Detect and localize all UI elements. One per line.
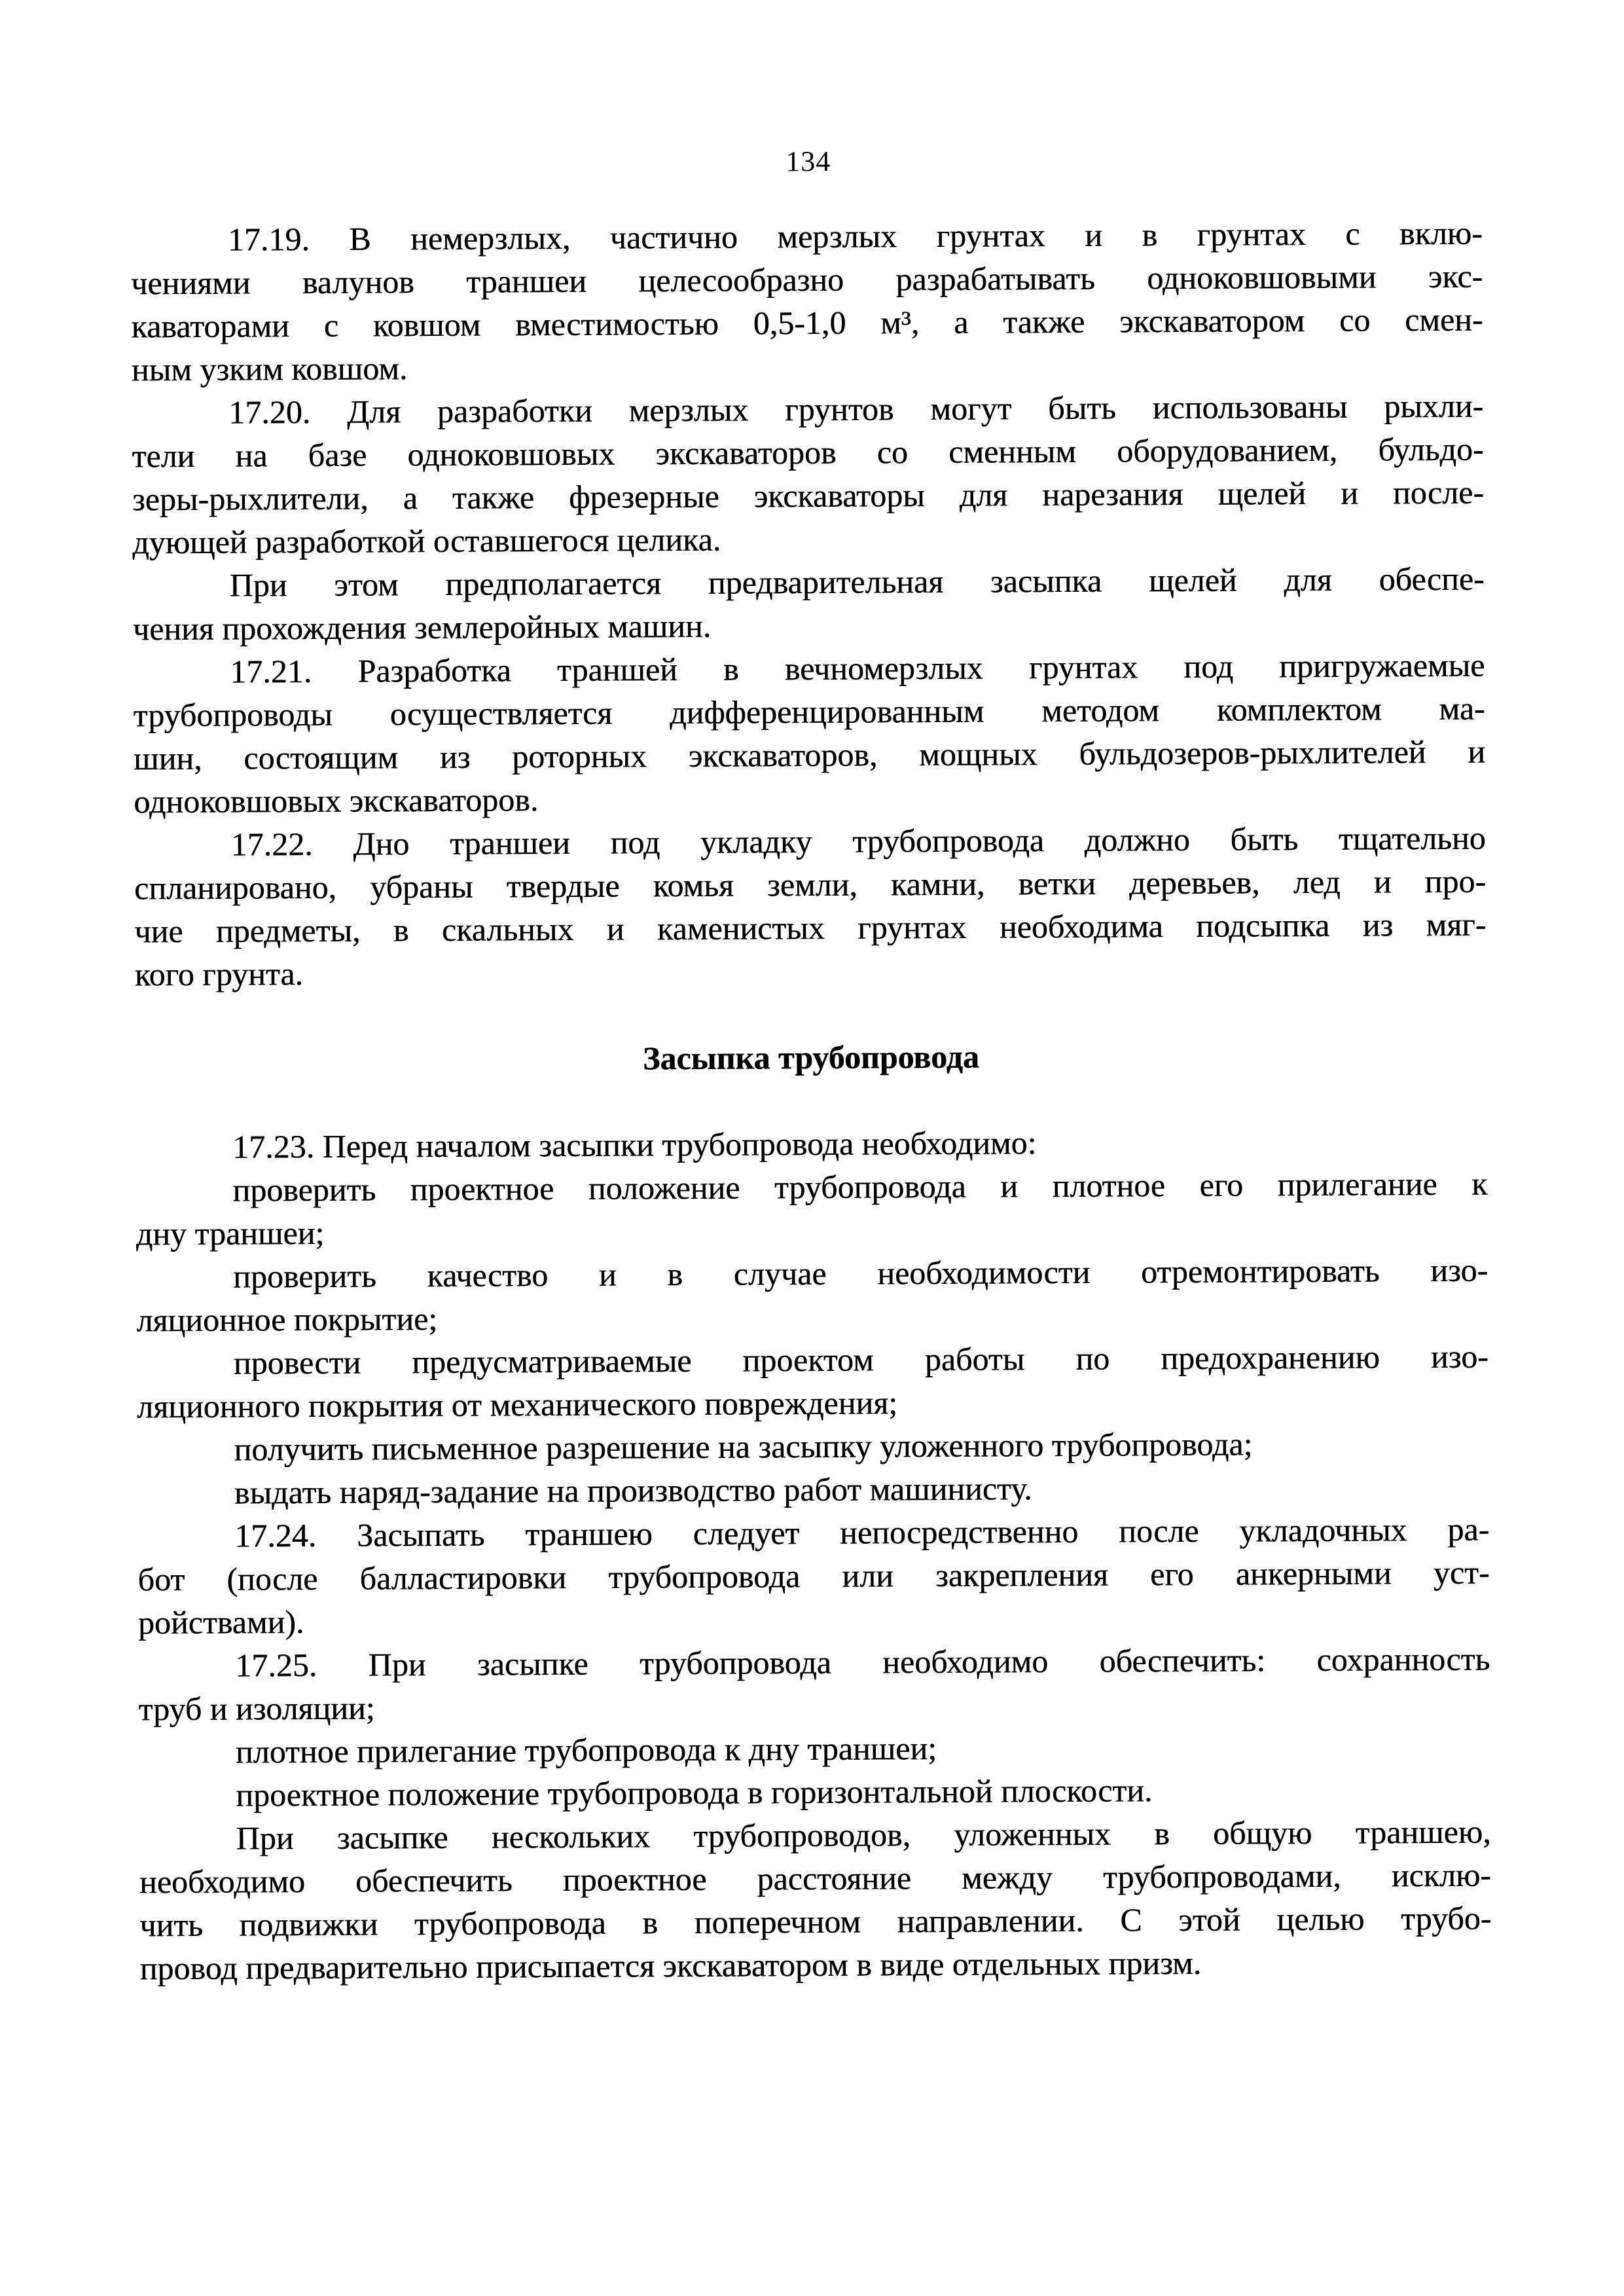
text-line: При этом предполагается предварительная засыпка щелей для обеспе- [229, 560, 1485, 604]
text-line: получить письменное разрешение на засыпку уложенного трубопровода; [234, 1425, 1253, 1468]
text-line: труб и изоляции; [138, 1689, 375, 1728]
page-number: 134 [785, 145, 831, 178]
text-line: выдать наряд-задание на производство работ машинисту. [234, 1470, 1032, 1511]
text-line: провести предусматриваемые проектом работы по предохранению изо- [233, 1338, 1489, 1381]
text-line: проверить качество и в случае необходимости отремонтировать изо- [232, 1251, 1489, 1295]
paragraph-17-22 [134, 816, 1487, 996]
text-line: шин, состоящим из роторных экскаваторов, мощных бульдозеров-рыхлителей и [133, 733, 1486, 777]
scanned-text-area [0, 141, 1624, 1991]
text-line: тели на базе одноковшовых экскаваторов со сменным оборудованием, бульдо- [132, 430, 1484, 475]
paragraph-17-23 [135, 1119, 1487, 1169]
paragraph-17-23-item-3 [137, 1335, 1489, 1429]
text-line: ным узким ковшом. [131, 350, 408, 388]
text-line: ляционного покрытия от механического повреждения; [137, 1384, 898, 1425]
document-body [0, 211, 1624, 1991]
paragraph-17-23-item-4 [137, 1421, 1489, 1472]
text-line: ройствами). [137, 1603, 304, 1641]
text-line: 17.19. В немерзлых, частично мерзлых грунтах и в грунтах с вклю- [227, 214, 1483, 258]
text-line: 17.20. Для разработки мерзлых грунтов могут быть использованы рыхли- [228, 387, 1484, 431]
text-line: 17.22. Дно траншеи под укладку трубопровода должно быть тщательно [230, 819, 1486, 863]
text-line: 17.23. Перед началом засыпки трубопровода необходимо: [232, 1124, 1037, 1165]
paragraph-17-20 [132, 384, 1484, 564]
text-line: проектное положение трубопровода в горизонтальной плоскости. [236, 1772, 1153, 1813]
text-line: плотное прилегание трубопровода к дну траншеи; [235, 1730, 937, 1770]
paragraph-17-24 [137, 1508, 1490, 1645]
text-line: провод предварительно присыпается экскаватором в виде отдельных призм. [139, 1944, 1202, 1987]
text-line: бот (после балластировки трубопровода или закрепления его анкерными уст- [137, 1554, 1490, 1598]
text-line: 17.25. При засыпке трубопровода необходимо обеспечить: сохранность [235, 1640, 1490, 1684]
text-line: одноковшовых экскаваторов. [134, 781, 539, 820]
text-line: дну траншеи; [135, 1214, 325, 1252]
paragraph-17-23-item-1 [135, 1162, 1488, 1256]
text-line: кого грунта. [134, 955, 304, 993]
text-line: проверить проектное положение трубопровода и плотное его прилегание к [232, 1165, 1488, 1209]
paragraph-17-20-continued [132, 557, 1485, 651]
paragraph-17-21 [133, 644, 1485, 824]
text-line: необходимо обеспечить проектное расстояние между трубопроводами, исклю- [139, 1856, 1492, 1901]
text-line: чениями валунов траншеи целесообразно разрабатывать одноковшовыми экс- [131, 257, 1483, 302]
paragraph-17-23-item-5 [137, 1465, 1489, 1515]
text-line: каваторами с ковшом вместимостью 0,5-1,0 м³, а также экскаватором со смен- [131, 301, 1483, 345]
text-line: 17.24. Засыпать траншею следует непосредственно после укладочных ра- [234, 1510, 1490, 1554]
paragraph-17-25-item-3 [139, 1767, 1490, 1817]
section-heading: Засыпка трубопровода [642, 1038, 979, 1077]
text-line: дующей разработкой оставшегося целика. [132, 520, 721, 561]
text-line: зеры-рыхлители, а также фрезерные экскаваторы для нарезания щелей и после- [132, 473, 1485, 518]
text-line: спланировано, убраны твердые комья земли, камни, ветки деревьев, лед и про- [134, 862, 1487, 907]
text-line: ляционное покрытие; [136, 1300, 438, 1339]
text-line: трубопроводы осуществляется дифференцированным методом комплектом ма- [133, 689, 1485, 734]
paragraph-17-25-final [139, 1810, 1491, 1990]
paragraph-17-25 [138, 1637, 1490, 1731]
text-line: При засыпке нескольких трубопроводов, уложенных в общую траншею, [236, 1813, 1491, 1857]
text-line: чие предметы, в скальных и каменистых грунтах необходима подсыпка из мяг- [134, 905, 1487, 950]
text-line: 17.21. Разработка траншей в вечномерзлых грунтах под пригружаемые [230, 646, 1485, 690]
paragraph-17-19 [131, 211, 1483, 392]
paragraph-17-23-item-2 [136, 1248, 1489, 1342]
paragraph-17-25-item-2 [139, 1724, 1490, 1774]
text-line: чения прохождения землеройных машин. [132, 607, 712, 647]
text-line: чить подвижки трубопровода в поперечном направлении. С этой целью трубо- [139, 1899, 1492, 1944]
